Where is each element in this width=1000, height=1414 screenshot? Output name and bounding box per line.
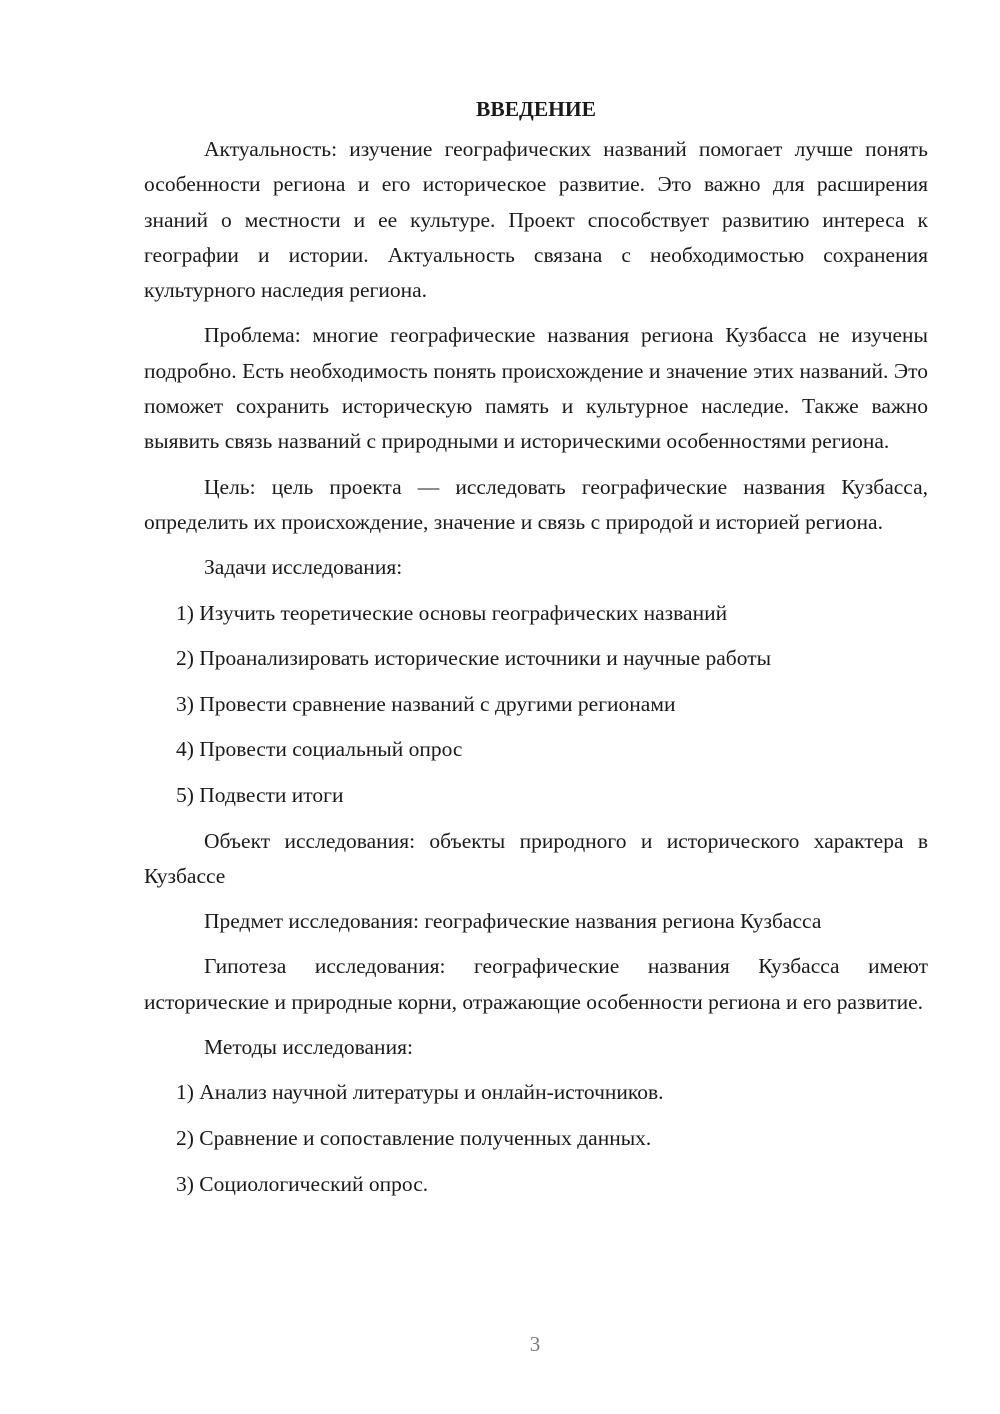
list-item: 5) Подвести итоги	[176, 782, 344, 807]
document-page	[144, 92, 928, 1212]
tasks-list	[144, 596, 928, 814]
list-item: 4) Провести социальный опрос	[176, 737, 463, 762]
list-item: 2) Проанализировать исторические источники и научные работы	[176, 646, 772, 671]
list-item: 2) Сравнение и сопоставление полученных данных.	[176, 1125, 652, 1150]
list-item: 1) Анализ научной литературы и онлайн-источников.	[176, 1080, 664, 1105]
list-item: 3) Социологический опрос.	[176, 1171, 429, 1196]
problem-paragraph: Проблема: многие географические названия региона Кузбасса не изучены подробно. Есть необходимость понять происхождение и значение этих названий. Это поможет сохранить историческую память и культурное наследие. Также важно выявить связь названий с природными и историческими особенностями региона.	[144, 323, 928, 454]
list-item: 3) Провести сравнение названий с другими регионами	[176, 691, 676, 716]
list-item: 1) Изучить теоретические основы географических названий	[176, 600, 728, 625]
subject-paragraph: Предмет исследования: географические названия региона Кузбасса	[204, 909, 822, 934]
relevance-paragraph: Актуальность: изучение географических названий помогает лучше понять особенности региона и его историческое развитие. Это важно для расширения знаний о местности и ее культуре. Проект способствует развитию интереса к географии и истории. Актуальность связана с необходимостью сохранения культурного наследия региона.	[144, 137, 928, 303]
object-paragraph: Объект исследования: объекты природного и исторического характера в Кузбассе	[144, 828, 928, 888]
document-title: ВВЕДЕНИЕ	[476, 97, 596, 121]
tasks-heading: Задачи исследования:	[204, 555, 403, 580]
goal-paragraph: Цель: цель проекта — исследовать географические названия Кузбасса, определить их происхождение, значение и связь с природой и историей региона.	[144, 474, 928, 534]
page-number: 3	[529, 1332, 541, 1356]
methods-heading: Методы исследования:	[204, 1035, 413, 1060]
hypothesis-paragraph: Гипотеза исследования: географические названия Кузбасса имеют исторические и природные корни, отражающие особенности региона и его развитие.	[144, 954, 928, 1014]
methods-list	[144, 1075, 928, 1201]
